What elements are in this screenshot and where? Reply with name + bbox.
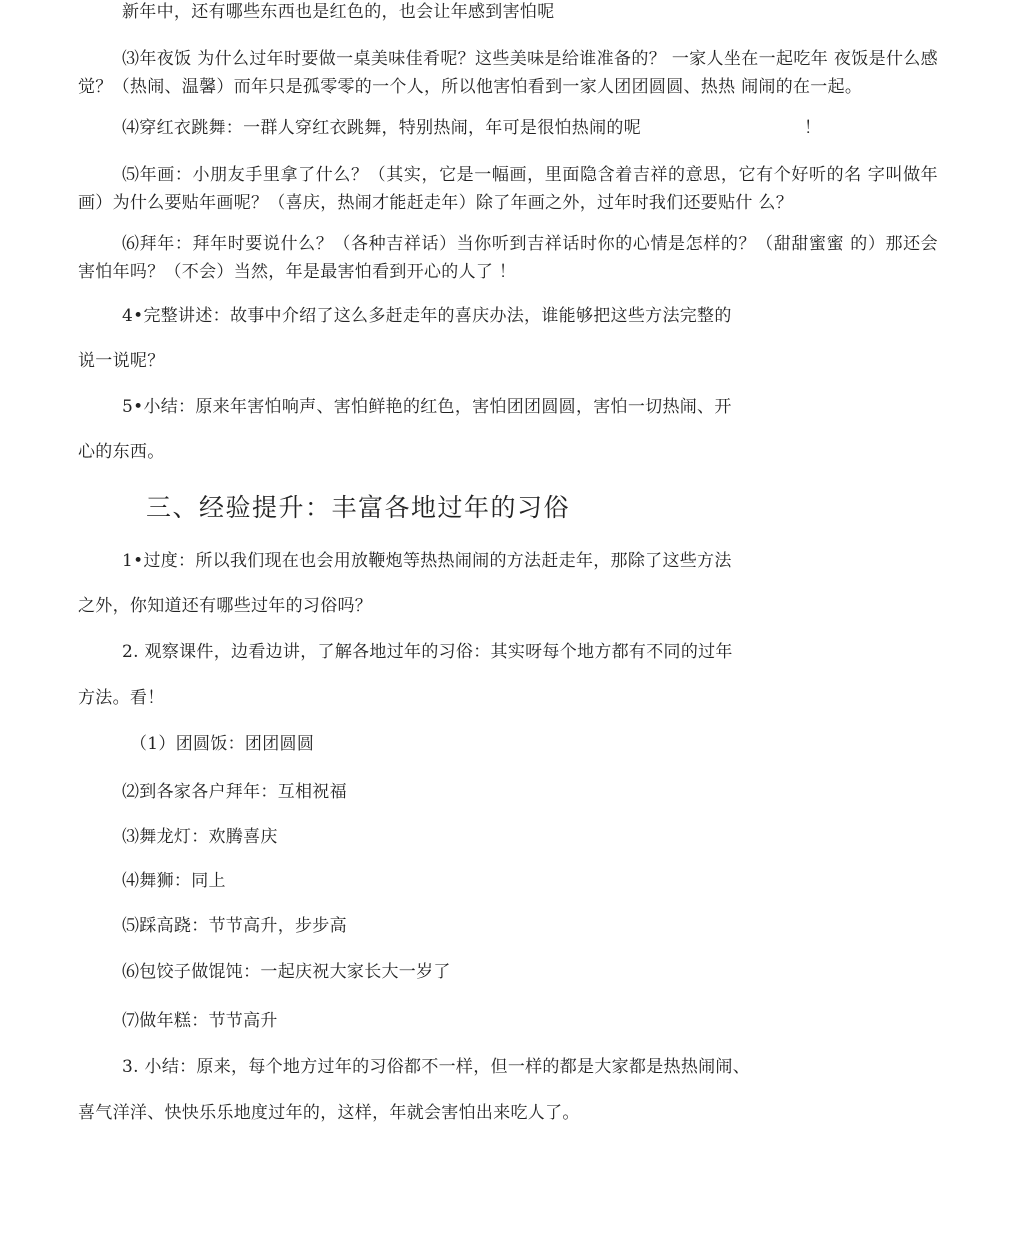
paragraph-transition: 1•过度：所以我们现在也会用放鞭炮等热热闹闹的方法赶走年，那除了这些方法 bbox=[122, 551, 732, 571]
paragraph-red-items-tail: 新年中，还有哪些东西也是红色的，也会让年感到害怕呢 bbox=[122, 2, 555, 22]
list-item-custom-lion-dance: ⑷舞狮：同上 bbox=[122, 871, 226, 891]
paragraph-final-summary-cont: 喜气洋洋、快快乐乐地度过年的，这样，年就会害怕出来吃人了。 bbox=[78, 1103, 580, 1123]
paragraph-observe-cont: 方法。看！ bbox=[78, 688, 165, 708]
paragraph-complete-retell: 4•完整讲述：故事中介绍了这么多赶走年的喜庆办法，谁能够把这些方法完整的 bbox=[122, 306, 732, 326]
section-heading-3: 三、经验提升：丰富各地过年的习俗 bbox=[146, 493, 571, 522]
list-item-custom-dumplings: ⑹包饺子做馄饨：一起庆祝大家长大一岁了 bbox=[122, 962, 451, 982]
paragraph-summary-cont: 心的东西。 bbox=[78, 442, 165, 462]
paragraph-transition-cont: 之外，你知道还有哪些过年的习俗吗？ bbox=[78, 596, 373, 616]
list-item-custom-reunion-dinner: （1）团圆饭：团团圆圆 bbox=[130, 734, 315, 754]
paragraph-final-summary: 3. 小结：原来，每个地方过年的习俗都不一样，但一样的都是大家都是热热闹闹、 bbox=[122, 1057, 751, 1077]
paragraph-observe: 2. 观察课件，边看边讲，了解各地过年的习俗：其实呀每个地方都有不同的过年 bbox=[122, 642, 733, 662]
paragraph-red-clothes-dance: ⑷穿红衣跳舞：一群人穿红衣跳舞，特别热闹，年可是很怕热闹的呢 bbox=[122, 118, 641, 138]
list-item-custom-dragon-lantern: ⑶舞龙灯：欢腾喜庆 bbox=[122, 827, 278, 847]
list-item-custom-visiting: ⑵到各家各户拜年：互相祝福 bbox=[122, 782, 347, 802]
exclamation-mark: ！ bbox=[804, 118, 822, 138]
paragraph-new-year-dinner: ⑶年夜饭 为什么过年时要做一桌美味佳肴呢？这些美味是给谁准备的？ 一家人坐在一起吃年 夜饭是什么感觉？（热闹、温馨）而年只是孤零零的一个人，所以他害怕看到一家人团团圆圆、热热 闹闹的在一起。 bbox=[78, 49, 938, 97]
list-item-custom-stilts: ⑸踩高跷：节节高升，步步高 bbox=[122, 916, 347, 936]
list-item-custom-rice-cake: ⑺做年糕：节节高升 bbox=[122, 1011, 278, 1031]
paragraph-complete-retell-cont: 说一说呢？ bbox=[78, 351, 165, 371]
paragraph-summary: 5•小结：原来年害怕响声、害怕鲜艳的红色，害怕团团圆圆，害怕一切热闹、开 bbox=[122, 397, 732, 417]
paragraph-new-year-painting: ⑸年画：小朋友手里拿了什么？（其实，它是一幅画，里面隐含着吉祥的意思，它有个好听的名 字叫做年画）为什么要贴年画呢？（喜庆，热闹才能赶走年）除了年画之外，过年时我们还要贴什 么？ bbox=[78, 165, 938, 213]
paragraph-new-year-greeting: ⑹拜年：拜年时要说什么？（各种吉祥话）当你听到吉祥话时你的心情是怎样的？（甜甜蜜蜜 的）那还会害怕年吗？（不会）当然，年是最害怕看到开心的人了 ！ bbox=[78, 234, 938, 282]
